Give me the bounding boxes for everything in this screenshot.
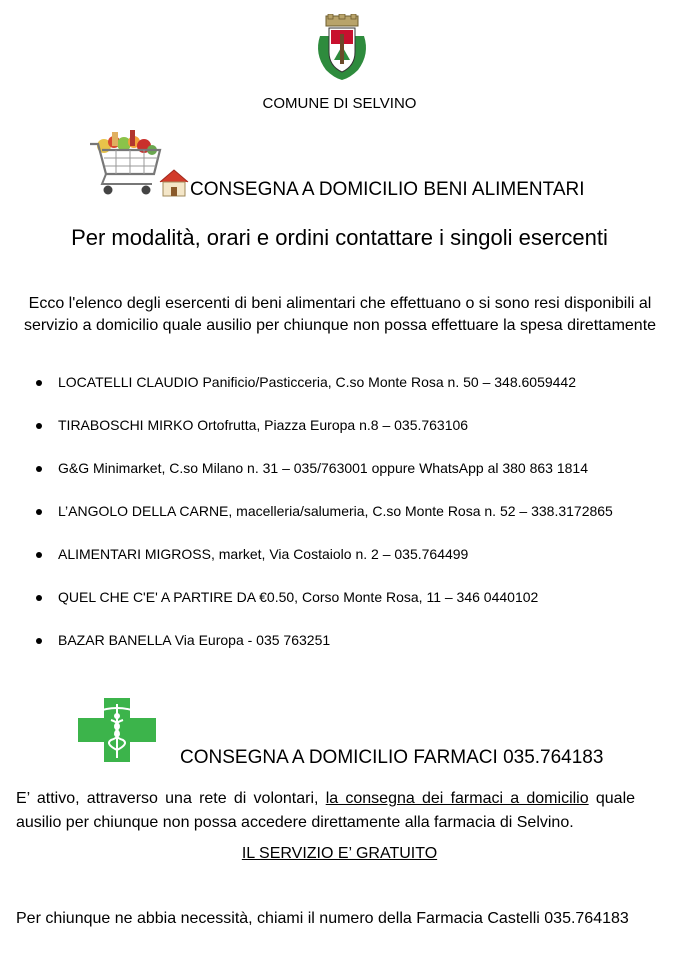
- list-item: [36, 372, 666, 415]
- list-item: [36, 415, 666, 458]
- bullet: [36, 595, 42, 601]
- store-entry: ALIMENTARI MIGROSS, market, Via Costaiolo n. 2 – 035.764499: [58, 546, 469, 562]
- bullet: [36, 466, 42, 472]
- intro-paragraph: Ecco l'elenco degli esercenti di beni alimentari che effettuano o si sono resi disponibili al servizio a domicilio quale ausilio per chiunque non possa effettuare la spesa direttamente: [23, 295, 657, 334]
- list-item: [36, 587, 666, 630]
- bullet: [36, 509, 42, 515]
- list-item: [36, 630, 666, 673]
- food-delivery-subtitle: Per modalità, orari e ordini contattare i singoli esercenti: [71, 225, 608, 250]
- store-entry: BAZAR BANELLA Via Europa - 035 763251: [58, 632, 331, 648]
- pharmacy-text-start: E’ attivo, attraverso una rete di volontari,: [16, 790, 326, 807]
- municipality-name: COMUNE DI SELVINO: [262, 95, 417, 112]
- food-delivery-title: CONSEGNA A DOMICILIO BENI ALIMENTARI: [190, 179, 585, 200]
- free-service-note: IL SERVIZIO E’ GRATUITO: [241, 845, 438, 862]
- house-icon: [160, 170, 188, 196]
- pharmacy-delivery-title: CONSEGNA A DOMICILIO FARMACI 035.764183: [180, 747, 604, 768]
- municipal-crest-icon: [312, 14, 372, 82]
- store-entry: QUEL CHE C'E' A PARTIRE DA €0.50, Corso Monte Rosa, 11 – 346 0440102: [58, 589, 539, 605]
- call-info: Per chiunque ne abbia necessità, chiami il numero della Farmacia Castelli 035.764183: [16, 910, 629, 927]
- list-item: [36, 458, 666, 501]
- store-entry: G&G Minimarket, C.so Milano n. 31 – 035/763001 oppure WhatsApp al 380 863 1814: [58, 460, 588, 476]
- store-entry: L’ANGOLO DELLA CARNE, macelleria/salumeria, C.so Monte Rosa n. 52 – 338.3172865: [58, 503, 613, 519]
- bullet: [36, 552, 42, 558]
- bullet: [36, 380, 42, 386]
- store-entry: LOCATELLI CLAUDIO Panificio/Pasticceria, C.so Monte Rosa n. 50 – 348.6059442: [58, 374, 577, 390]
- list-item: [36, 544, 666, 587]
- bullet: [36, 423, 42, 429]
- store-list: [36, 372, 666, 673]
- bullet: [36, 638, 42, 644]
- pharmacy-text-end: quale ausilio per chiunque non possa accedere direttamente alla farmacia di Selvino.: [16, 790, 636, 831]
- list-item: [36, 501, 666, 544]
- shopping-cart-icon: [90, 130, 160, 195]
- store-entry: TIRABOSCHI MIRKO Ortofrutta, Piazza Europa n.8 – 035.763106: [58, 417, 469, 433]
- pharmacy-cross-icon: [78, 698, 156, 762]
- pharmacy-description: [16, 787, 635, 835]
- pharmacy-text-underlined: la consegna dei farmaci a domicilio: [325, 790, 589, 807]
- shopping-cart-icon: [82, 128, 194, 200]
